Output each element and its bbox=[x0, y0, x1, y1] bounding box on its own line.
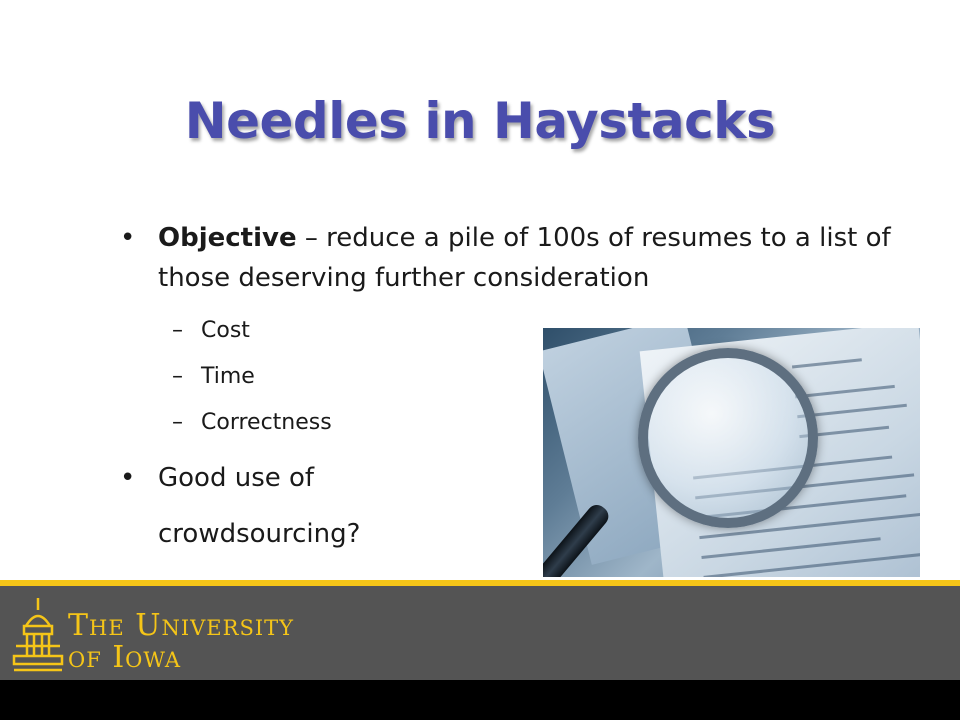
footer-grey-band bbox=[0, 586, 960, 680]
dash-marker: – bbox=[172, 318, 183, 343]
bullet-objective-label: Objective bbox=[158, 223, 297, 253]
slide-title: Needles in Haystacks bbox=[184, 92, 776, 150]
magnifying-glass-icon bbox=[638, 348, 818, 528]
footer-bar bbox=[0, 580, 960, 720]
bullet-crowdsourcing-line1: Good use of bbox=[158, 463, 315, 493]
dash-marker: – bbox=[172, 410, 183, 435]
sub-bullet-label: Cost bbox=[201, 318, 250, 343]
sub-bullet-label: Correctness bbox=[201, 410, 332, 435]
bullet-objective bbox=[120, 218, 900, 298]
logo-line2: of Iowa bbox=[68, 640, 182, 675]
dash-marker: – bbox=[172, 364, 183, 389]
old-capitol-logo-icon bbox=[12, 596, 64, 678]
bullet-crowdsourcing-line2: crowdsourcing? bbox=[158, 519, 361, 549]
bullet-marker: • bbox=[120, 463, 136, 493]
bullet-marker: • bbox=[120, 223, 136, 253]
sub-bullet-label: Time bbox=[201, 364, 255, 389]
university-logo-text bbox=[68, 610, 294, 674]
logo-line1: The University bbox=[68, 608, 295, 643]
bullet-objective-text: – reduce a pile of 100s of resumes to a list of those deserving further consideration bbox=[158, 223, 891, 293]
magnifying-glass-resume-photo bbox=[543, 328, 920, 577]
